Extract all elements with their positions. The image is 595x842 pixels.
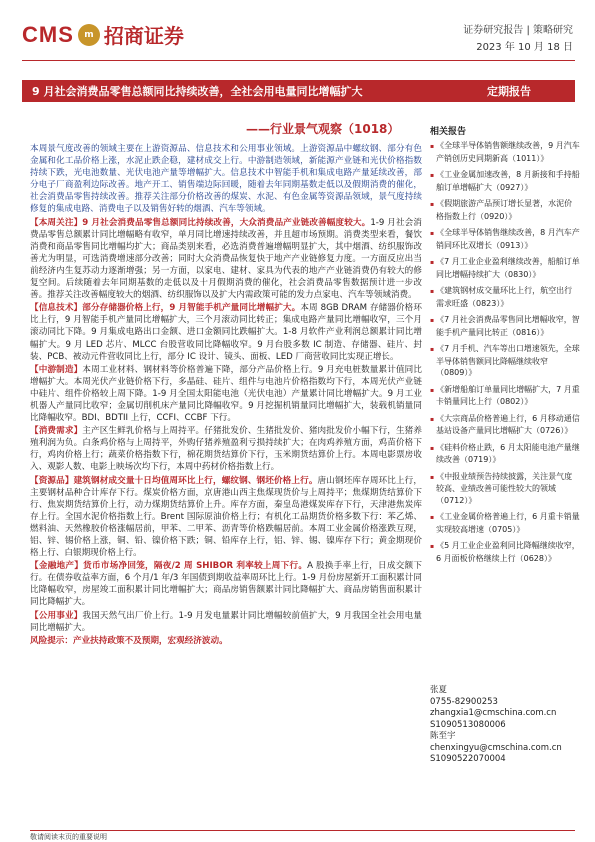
report-title: 9 月社会消费品零售总额同比持续改善，全社会用电量同比增幅扩大 [32,85,363,98]
related-item[interactable]: ▪ 《建筑钢材成交量环比上行，航空出行需求旺盛（0823）》 [430,285,580,309]
risk-note: 风险提示：产业扶持政策不及预期，宏观经济波动。 [30,635,228,646]
summary: 本周景气度改善的领域主要在上游资源品、信息技术和公用事业领域。上游资源品中螺纹钢、部分有色金属和化工品价格上涨，水泥止跌企稳，建材成交上行。中游制造领域，新能源产业链和光伏价格指数持续下跌，光电池数量、光伏电池产量等增幅扩大。信息技术中智能手机和集成电路产量延续改善，部分电子厂商盈利边际改善。地产开工、销售端边际回暖，随着去年同期基数走低以及假期消费的催化，社会消费品零售持续改善。推荐关注部分价格改善的煤炭、水泥、有色金属等资源品领域，景气度持续修复的集成电路、消费电子以及销售好转的烟酒、汽车等领域。 [30,144,422,215]
analyst-email[interactable]: chenxingyu@cmschina.com.cn [430,742,562,753]
footer-divider [30,830,575,831]
footer-note: 敬请阅读末页的重要说明 [30,833,107,841]
main-body [30,143,422,648]
related-item[interactable]: ▪ 《大宗商品价格普遍上行，6 月移动通信基站设备产量同比增幅扩大（0726）》 [430,413,580,437]
related-item[interactable]: ▪ 《工业金属加速改善，8 月新接和手持船舶订单增幅扩大（0927）》 [430,169,580,193]
header-meta [463,22,573,56]
related-item[interactable]: ▪ 《7 月手机、汽车等出口增速领先，全球半导体销售额同比降幅继续收窄（0809）》 [430,343,580,379]
related-item[interactable]: ▪ 《7 月社会消费品零售同比增幅收窄，智能手机产量同比转正（0816）》 [430,314,580,338]
analyst-email[interactable]: zhangxia1@cmschina.com.cn [430,708,557,718]
related-item[interactable]: ▪ 《全球半导体销售继续改善，8 月汽车产销同环比双增长（0913）》 [430,227,580,251]
paragraph-finance: 【金融地产】货币市场净回笼，隔夜/2 周 SHIBOR 利率较上周下行。A 股换手率上行，日成交额下行。在债券收益率方面，6 个月/1 年/3 年国债到期收益率周环比上行。1-9 月份房屋新开工面积累计同比降幅收窄，房屋竣工面积累计同比增幅扩大；商品房销售额累计同比降幅扩大、商品房销售面积累计同比降幅扩大。 [30,561,422,608]
related-list [430,140,580,569]
related-item[interactable]: ▪ 《5 月工业企业盈利同比降幅继续收窄，6 月面板价格继续上行（0628）》 [430,540,580,564]
paragraph-resources: 【资源品】建筑钢材成交量十日均值周环比上行，螺纹钢、钢坯价格上行。唐山钢坯库存周环比上行，主要钢材品种合计库存下行。煤炭价格方面，京唐港山西主焦煤现货价与上周持平；焦煤期货结算价下行、焦炭期货结算价上行，动力煤期货结算价上升。库存方面，秦皇岛港煤炭库存下行，天津港焦炭库存上行。全国水泥价格指数上行。Brent 国际原油价格上行；有机化工品期货价格多数下行：苯乙烯、燃料油、天然橡胶价格涨幅居前，甲苯、二甲苯、沥青等价格跌幅居前。本周工业金属价格涨跌互现，铝、锌、锡价格上涨，铜、铅、镍价格下跌；铜、铅库存上行，铝、锌、锡、镍库存下行；黄金期现价格上行、白银期现价格上行。 [30,475,422,559]
logo-cms-text: CMS [22,21,74,47]
analyst-license: S1090513080006 [430,719,506,730]
report-type: 证券研究报告 | 策略研究 [463,25,573,36]
related-item[interactable]: ▪ 《7 月工业企业盈利继续改善，船舶订单同比增幅持续扩大（0830）》 [430,256,580,280]
related-item[interactable]: ▪ 《假期旅游产品预订增长显著，水泥价格指数上行（0920）》 [430,198,580,222]
related-item[interactable]: ▪ 《新增船舶订单量同比增幅扩大，7 月重卡销量同比上行（0802）》 [430,384,580,408]
analyst-license: S1090522070004 [430,754,506,764]
related-title: 相关报告 [430,127,467,137]
report-date: 2023 年 10 月 18 日 [476,42,573,53]
report-tag: 定期报告 [445,80,573,102]
analyst-name: 陈至宇 [430,731,456,741]
logo-mark-icon: m [78,24,100,46]
paragraph-focus: 【本周关注】9 月社会消费品零售总额同比持续改善，大众消费品产业链改善幅度较大。1-9 月社会消费品零售总额累计同比增幅略有收窄，单月同比增速持续改善，并且超市场预期。消费类型来看，餐饮消费和商品零售同比增幅均扩大；商品类别来看，必选消费普遍增幅明显扩大，其中烟酒、纺织服饰改善尤为明显，可选消费增速部分改善；同时大众消费品恢复快于地产产业链修复力度。一方面反应出当前经济内生复苏动力逐渐增强；另一方面，以家电、建材、家具为代表的地产产业链消费仍有较大的修复空间。后续随着去年同期基数的走低以及十月假期消费的催化，社会消费品零售数据预计进一步改善。推荐关注改善幅度较大的烟酒、纺织服饰以及扩大内需政策可能的发力点家电、汽车等领域消费。 [30,217,422,301]
header-divider [22,60,575,61]
related-item[interactable]: ▪ 《全球半导体销售额继续改善，9 月汽车产销创历史同期新高（1011）》 [430,140,580,164]
paragraph-mid: 【中游制造】本周工业材料、钢材料等价格普遍下降，部分产品价格上行。9 月充电桩数量累计值同比增幅扩大。本周光伏产业链价格下行，多晶硅、硅片、组件与电池片价格指数均下行，本周光伏产业链中硅片、组件价格较上周下降。1-9 月全国太阳能电池（光伏电池）产量累计同比增幅扩大。9 月工业机器人产量同比收窄；金属切削机床产量同比降幅收窄。9 月挖掘机销量同比增幅扩大，装载机销量同比降幅收窄。BDI、BDTII 上行，CCFI、CCBF 下行。 [30,364,422,424]
analyst-phone: 0755-82900253 [430,696,498,707]
logo-cn-text: 招商证券 [103,24,184,48]
company-logo [22,20,184,49]
report-subtitle: ——行业景气观察（1018） [246,122,400,136]
paragraph-it: 【信息技术】部分存储器价格上行，9 月智能手机产量同比增幅扩大。本周 8GB DRAM 存储器价格环比上行，9 月智能手机产量同比增幅扩大，三个月滚动同比转正；集成电路产量同比增幅收窄，三个月滚动同比下降。9 月集成电路出口金额、进口金额同比跌幅扩大。1-8 月软件产业利润总额累计同比增幅扩大。9 月 LED 芯片、MLCC 台股营收同比降幅收窄。9 月台股多数 IC 制造、存储器、硅片、封装、PCB、被动元件营收同比上行，部分 IC 设计、镜头、面板、LED 厂商营收同比实现正增长。 [30,303,422,362]
analyst-contacts [430,685,562,766]
analyst-name: 张夏 [430,685,448,695]
related-item[interactable]: ▪ 《硅料价格止跌，6 月太阳能电池产量继续改善（0719）》 [430,442,580,466]
paragraph-utilities: 【公用事业】我国天然气出厂价上行。1-9 月发电量累计同比增幅较前值扩大，9 月我国全社会用电量同比增幅扩大。 [30,610,422,633]
related-item[interactable]: ▪ 《工业金属价格普遍上行，6 月重卡销量实现较高增速（0705）》 [430,511,580,535]
paragraph-consumer: 【消费需求】主产区生鲜乳价格与上周持平。仔猪批发价、生猪批发价、猪肉批发价小幅下行，生猪养殖利润为负。白条鸡价格与上周持平，外购仔猪养殖盈利亏损持续扩大；在肉鸡养殖方面，鸡苗价格下行，鸡肉价格上行；蔬菜价格指数下行，棉花期货结算价下行，玉米期货结算价上行。本周电影票房收入、观影人数、电影上映场次均下行，本周中药材价格指数上行。 [30,426,422,473]
related-item[interactable]: ▪ 《中报业绩预告持续披露，关注景气度较高、业绩改善可能性较大的领域（0712）》 [430,471,580,507]
